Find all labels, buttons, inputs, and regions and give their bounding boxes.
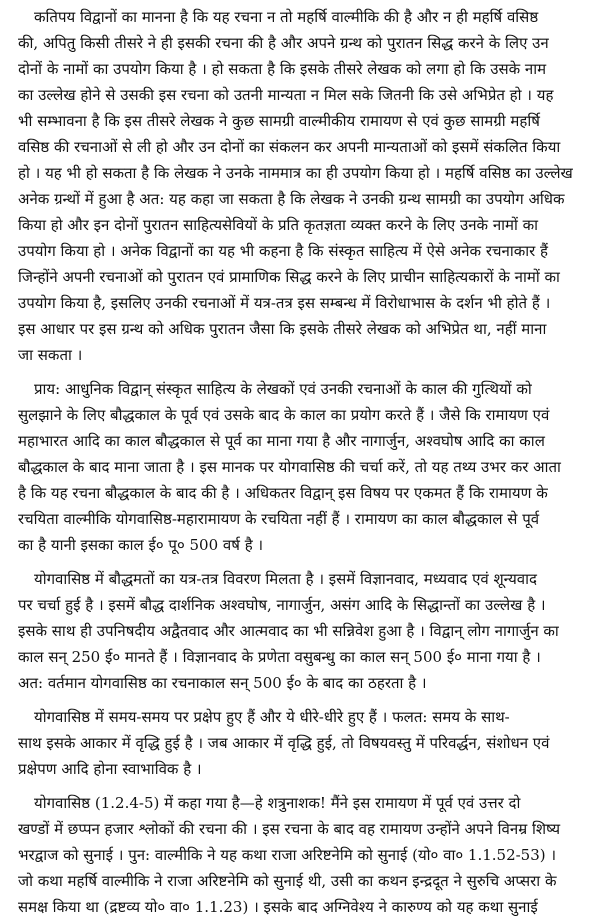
text-line: भी सम्भावना है कि इस तीसरे लेखक ने कुछ सामग्री वाल्मीकीय रामायण से एवं कुछ सामग्री महर्षि bbox=[18, 112, 540, 130]
paragraph-3 bbox=[18, 566, 584, 696]
paragraph-5 bbox=[18, 790, 584, 920]
paragraph-4 bbox=[18, 704, 584, 782]
text-line: योगवासिष्ठ में बौद्धमतों का यत्र-तत्र विवरण मिलता है । इसमें विज्ञानवाद, मध्यवाद एवं शून्यवाद bbox=[34, 570, 537, 588]
text-line: साथ इसके आकार में वृद्धि हुई है । जब आकार में वृद्धि हुई, तो विषयवस्तु में परिवर्द्धन, संशोधन एवं bbox=[18, 734, 550, 752]
text-line: का उल्लेख होने से उसकी इस रचना को उतनी मान्यता न मिल सके जितनी कि उसे अभिप्रेत हो । यह bbox=[18, 86, 554, 104]
text-line: दोनों के नामों का उपयोग किया है । हो सकता है कि इसके तीसरे लेखक को लगा हो कि उसके नाम bbox=[18, 60, 547, 78]
text-line: है कि यह रचना बौद्धकाल के बाद की है । अधिकतर विद्वान् इस विषय पर एकमत हैं कि रामायण के bbox=[18, 484, 548, 502]
text-line: महाभारत आदि का काल बौद्धकाल से पूर्व का माना गया है और नागार्जुन, अश्वघोष आदि का काल bbox=[18, 432, 545, 450]
text-line: योगवासिष्ठ में समय-समय पर प्रक्षेप हुए हैं और ये धीरे-धीरे हुए हैं । फलत: समय के साथ- bbox=[34, 708, 510, 726]
text-line: उपयोग किया हो । अनेक विद्वानों का यह भी कहना है कि संस्कृत साहित्य में ऐसे अनेक रचनाकार हैं bbox=[18, 242, 548, 260]
text-line: भरद्वाज को सुनाई । पुन: वाल्मीकि ने यह कथा राजा अरिष्टनेमि को सुनाई (यो० वा० 1.1.52-53) । bbox=[18, 846, 557, 864]
text-line: वसिष्ठ की रचनाओं से ली हो और उन दोनों का संकलन कर अपनी मान्यताओं को इसमें संकलित किया bbox=[18, 138, 561, 156]
text-line: कतिपय विद्वानों का मानना है कि यह रचना न तो महर्षि वाल्मीकि की है और न ही महर्षि वसिष्ठ bbox=[34, 8, 539, 26]
text-line: प्राय: आधुनिक विद्वान् संस्कृत साहित्य के लेखकों एवं उनकी रचनाओं के काल की गुत्थियों को bbox=[34, 380, 532, 398]
text-line: हो । यह भी हो सकता है कि लेखक ने उनके नाममात्र का ही उपयोग किया हो । महर्षि वसिष्ठ का उल्लेख bbox=[18, 164, 573, 182]
text-line: जो कथा महर्षि वाल्मीकि ने राजा अरिष्टनेमि को सुनाई थी, उसी का कथन इन्द्रदूत ने सुरुचि अप्सरा के bbox=[18, 872, 557, 890]
text-line: समक्ष किया था (द्रष्टव्य यो० वा० 1.1.23) । इसके बाद अग्निवेश्य ने कारुण्य को यह कथा सुनाई bbox=[18, 898, 538, 916]
paragraph-2 bbox=[18, 376, 584, 558]
text-line: अत: वर्तमान योगवासिष्ठ का रचनाकाल सन् 500 ई० के बाद का ठहरता है । bbox=[18, 674, 427, 692]
text-line: प्रक्षेपण आदि होना स्वाभाविक है । bbox=[18, 760, 202, 778]
paragraph-1 bbox=[18, 4, 584, 368]
text-line: इसके साथ ही उपनिषदीय अद्वैतवाद और आत्मवाद का भी सन्निवेश हुआ है । विद्वान् लोग नागार्जुन का bbox=[18, 622, 559, 640]
text-line: पर चर्चा हुई है । इसमें बौद्ध दार्शनिक अश्वघोष, नागार्जुन, असंग आदि के सिद्धान्तों का उल्लेख है । bbox=[18, 596, 546, 614]
text-line: का है यानी इसका काल ई० पू० 500 वर्ष है । bbox=[18, 536, 264, 554]
text-line: उपयोग किया है, इसलिए उनकी रचनाओं में यत्र-तत्र इस सम्बन्ध में विरोधाभास के दर्शन भी होते हैं । bbox=[18, 294, 551, 312]
text-line: इस आधार पर इस ग्रन्थ को अधिक पुरातन जैसा कि इसके तीसरे लेखक को अभिप्रेत था, नहीं माना bbox=[18, 320, 547, 338]
text-line: खण्डों में छप्पन हजार श्लोकों की रचना की । इस रचना के बाद वह रामायण उन्होंने अपने विनम्र शिष्य bbox=[18, 820, 561, 838]
text-line: सुलझाने के लिए बौद्धकाल के पूर्व एवं उसके बाद के काल का प्रयोग करते हैं । जैसे कि रामायण एवं bbox=[18, 406, 550, 424]
text-line: योगवासिष्ठ (1.2.4-5) में कहा गया है—हे शत्रुनाशक! मैंने इस रामायण में पूर्व एवं उत्तर दो bbox=[34, 794, 521, 812]
text-line: जिन्होंने अपनी रचनाओं को पुरातन एवं प्रामाणिक सिद्ध करने के लिए प्राचीन साहित्यकारों के नामों का bbox=[18, 268, 560, 286]
text-line: किया हो और इन दोनों पुरातन साहित्यसेवियों के प्रति कृतज्ञता व्यक्त करने के लिए उनके नामों का bbox=[18, 216, 539, 234]
text-line: अनेक ग्रन्थों में हुआ है अत: यह कहा जा सकता है कि लेखक ने उनकी ग्रन्थ सामग्री का उपयोग अधिक bbox=[18, 190, 565, 208]
text-line: काल सन् 250 ई० मानते हैं । विज्ञानवाद के प्रणेता वसुबन्धु का काल सन् 500 ई० माना गया है । bbox=[18, 648, 541, 666]
text-line: बौद्धकाल के बाद माना जाता है । इस मानक पर योगवासिष्ठ की चर्चा करें, तो यह तथ्य उभर कर आता bbox=[18, 458, 561, 476]
text-line: जा सकता । bbox=[18, 346, 83, 364]
text-line: रचयिता वाल्मीकि योगवासिष्ठ-महारामायण के रचयिता नहीं हैं । रामायण का काल बौद्धकाल से पूर्व bbox=[18, 510, 540, 528]
text-line: की, अपितु किसी तीसरे ने ही इसकी रचना की है और अपने ग्रन्थ को पुरातन सिद्ध करने के लिए उन bbox=[18, 34, 549, 52]
